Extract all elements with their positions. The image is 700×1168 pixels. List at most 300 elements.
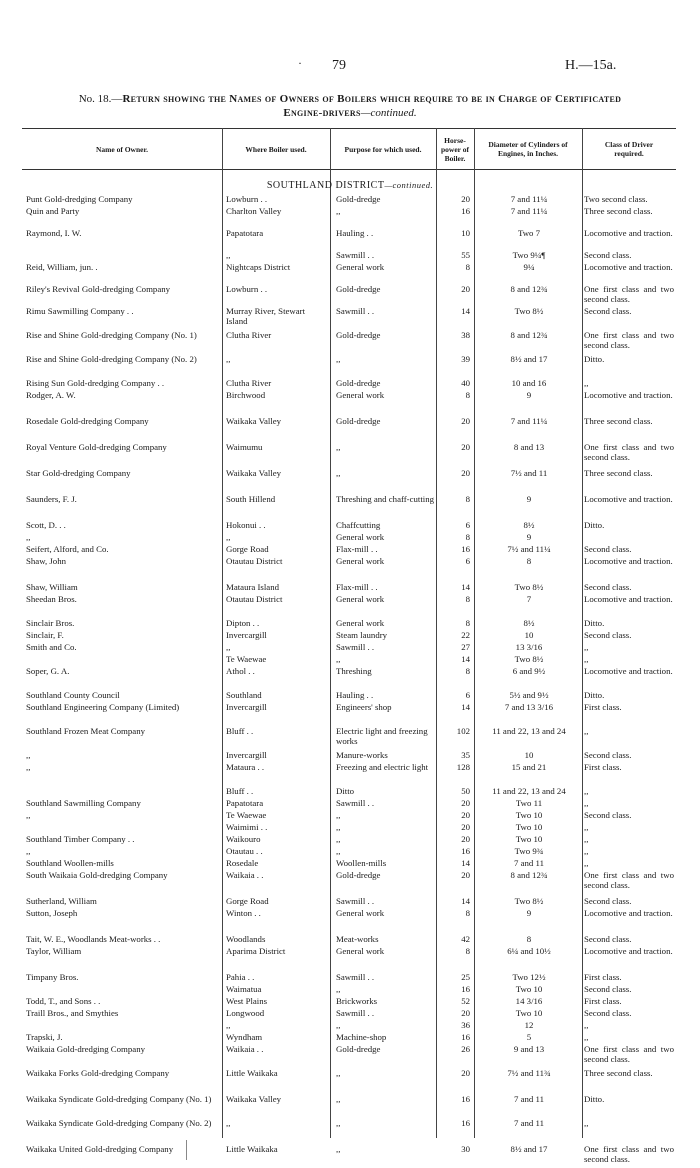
horse-power-cell: 10: [461, 228, 470, 238]
diameter-cell: Two 9¾: [514, 846, 544, 856]
owner-cell: Sheedan Bros.: [26, 594, 77, 604]
diameter-cell: 12: [524, 1020, 534, 1030]
horse-power-cell: 16: [461, 206, 470, 216]
table-row: [22, 416, 676, 442]
horse-power-cell: 36: [461, 1020, 470, 1030]
diameter-cell: 8½: [523, 520, 535, 530]
driver-class-cell: ,,: [584, 642, 589, 652]
where-cell: Invercargill: [226, 702, 267, 712]
where-cell: Winton . .: [226, 908, 261, 918]
purpose-cell: Sawmill . .: [336, 642, 375, 652]
owner-cell: Rimu Sawmilling Company . .: [26, 306, 134, 316]
purpose-cell: Hauling . .: [336, 228, 374, 238]
purpose-cell: General work: [336, 262, 385, 272]
driver-class-cell: Ditto.: [584, 1094, 605, 1104]
table-row: [22, 762, 676, 786]
page-number: 79: [332, 58, 346, 73]
purpose-cell: ,,: [336, 1094, 341, 1104]
driver-class-cell: One first class and two second class.: [584, 1144, 674, 1164]
driver-class-cell: Locomotive and traction.: [584, 594, 673, 604]
where-cell: Waikouro: [226, 834, 261, 844]
table-row: [22, 702, 676, 726]
horse-power-cell: 39: [461, 354, 470, 364]
table-row: [22, 654, 676, 666]
driver-class-cell: ,,: [584, 798, 589, 808]
purpose-cell: Engineers' shop: [336, 702, 392, 712]
table-row: [22, 1008, 676, 1020]
purpose-cell: ,,: [336, 1068, 341, 1078]
horse-power-cell: 14: [461, 896, 470, 906]
purpose-cell: Flax-mill . .: [336, 544, 378, 554]
purpose-cell: Threshing and chaff-cutting: [336, 494, 435, 504]
purpose-cell: Gold-dredge: [336, 870, 381, 880]
owner-cell: Reid, William, jun. .: [26, 262, 98, 272]
horse-power-cell: 20: [461, 810, 470, 820]
horse-power-cell: 16: [461, 544, 470, 554]
purpose-cell: Gold-dredge: [336, 378, 381, 388]
horse-power-cell: 14: [461, 858, 470, 868]
table-row: [22, 544, 676, 556]
driver-class-cell: ,,: [584, 834, 589, 844]
column-header-hp: Horse-power of Boiler.: [441, 135, 469, 163]
table-row: [22, 378, 676, 390]
district-continued: —continued.: [384, 180, 434, 190]
owner-cell: Sinclair, F.: [26, 630, 64, 640]
horse-power-cell: 8: [465, 532, 470, 542]
purpose-cell: General work: [336, 390, 385, 400]
diameter-cell: 9 and 13: [513, 1044, 545, 1054]
driver-class-cell: Locomotive and traction.: [584, 556, 673, 566]
owner-cell: ,,: [26, 762, 31, 772]
where-cell: Waimimi . .: [226, 822, 268, 832]
table-row: [22, 306, 676, 330]
table-row: [22, 750, 676, 762]
driver-class-cell: Second class.: [584, 306, 632, 316]
driver-class-cell: Two second class.: [584, 194, 648, 204]
driver-class-cell: Ditto.: [584, 520, 605, 530]
table-row: [22, 594, 676, 618]
driver-class-cell: ,,: [584, 654, 589, 664]
where-cell: Pahia . .: [226, 972, 255, 982]
diameter-cell: 9: [526, 908, 532, 918]
driver-class-cell: Second class.: [584, 984, 632, 994]
diameter-cell: 15 and 21: [511, 762, 547, 772]
where-cell: Charlton Valley: [226, 206, 282, 216]
purpose-cell: ,,: [336, 1144, 341, 1154]
table-row: [22, 946, 676, 972]
page-header: [0, 58, 700, 78]
driver-class-cell: Locomotive and traction.: [584, 666, 673, 676]
owner-cell: Soper, G. A.: [26, 666, 70, 676]
owner-cell: Sinclair Bros.: [26, 618, 75, 628]
purpose-cell: Sawmill . .: [336, 250, 375, 260]
table-row: [22, 494, 676, 520]
driver-class-cell: Second class.: [584, 896, 632, 906]
table-row: [22, 520, 676, 532]
where-cell: ,,: [226, 250, 231, 260]
horse-power-cell: 8: [465, 908, 470, 918]
table-row: [22, 556, 676, 582]
where-cell: ,,: [226, 642, 231, 652]
horse-power-cell: 128: [456, 762, 470, 772]
where-cell: Aparima District: [226, 946, 286, 956]
purpose-cell: General work: [336, 618, 385, 628]
purpose-cell: General work: [336, 556, 385, 566]
purpose-cell: Gold-dredge: [336, 416, 381, 426]
table-row: [22, 666, 676, 690]
where-cell: Longwood: [226, 1008, 265, 1018]
horse-power-cell: 20: [461, 284, 470, 294]
owner-cell: Traill Bros., and Smythies: [26, 1008, 119, 1018]
purpose-cell: Threshing: [336, 666, 372, 676]
table-row: [22, 1094, 676, 1118]
table-row: [22, 250, 676, 262]
purpose-cell: ,,: [336, 206, 341, 216]
owner-cell: Southland Woollen-mills: [26, 858, 114, 868]
driver-class-cell: One first class and two second class.: [584, 330, 674, 350]
where-cell: Clutha River: [226, 330, 272, 340]
owner-cell: Waikaia Gold-dredging Company: [26, 1044, 145, 1054]
table-row: [22, 786, 676, 798]
owner-cell: Todd, T., and Sons . .: [26, 996, 101, 1006]
where-cell: Otautau . .: [226, 846, 263, 856]
where-cell: Clutha River: [226, 378, 272, 388]
driver-class-cell: ,,: [584, 1020, 589, 1030]
where-cell: Woodlands: [226, 934, 266, 944]
table-row: [22, 206, 676, 228]
horse-power-cell: 50: [461, 786, 470, 796]
owner-cell: Taylor, William: [26, 946, 82, 956]
horse-power-cell: 25: [461, 972, 470, 982]
driver-class-cell: One first class and two second class.: [584, 284, 674, 304]
purpose-cell: Manure-works: [336, 750, 388, 760]
horse-power-cell: 16: [461, 846, 470, 856]
purpose-cell: ,,: [336, 834, 341, 844]
owner-cell: Sutton, Joseph: [26, 908, 78, 918]
purpose-cell: Steam laundry: [336, 630, 388, 640]
owner-cell: ,,: [26, 750, 31, 760]
where-cell: West Plains: [226, 996, 268, 1006]
where-cell: Te Waewae: [226, 654, 267, 664]
owner-cell: ,,: [26, 810, 31, 820]
table-row: [22, 896, 676, 908]
driver-class-cell: One first class and two second class.: [584, 870, 674, 890]
owner-cell: Waikaka Syndicate Gold-dredging Company (No. 2): [26, 1118, 212, 1128]
purpose-cell: Machine-shop: [336, 1032, 387, 1042]
diameter-cell: 8 and 12¾: [510, 330, 548, 340]
horse-power-cell: 55: [461, 250, 470, 260]
purpose-cell: Sawmill . .: [336, 798, 375, 808]
horse-power-cell: 14: [461, 582, 470, 592]
where-cell: ,,: [226, 532, 231, 542]
diameter-cell: Two 10: [515, 822, 543, 832]
table-row: [22, 690, 676, 702]
driver-class-cell: Second class.: [584, 750, 632, 760]
where-cell: Papatotara: [226, 228, 264, 238]
owner-cell: Trapski, J.: [26, 1032, 63, 1042]
driver-class-cell: ,,: [584, 1118, 589, 1128]
owner-cell: Sutherland, William: [26, 896, 97, 906]
driver-class-cell: Second class.: [584, 810, 632, 820]
diameter-cell: 7 and 11¼: [510, 416, 548, 426]
horse-power-cell: 52: [461, 996, 470, 1006]
where-cell: Waimatua: [226, 984, 262, 994]
horse-power-cell: 40: [461, 378, 470, 388]
diameter-cell: 8½ and 17: [510, 354, 548, 364]
where-cell: Waikaka Valley: [226, 468, 282, 478]
driver-class-cell: One first class and two second class.: [584, 442, 674, 462]
owner-cell: South Waikaia Gold-dredging Company: [26, 870, 168, 880]
diameter-cell: 8½: [523, 618, 535, 628]
where-cell: Dipton . .: [226, 618, 260, 628]
table-row: [22, 822, 676, 834]
where-cell: Waimumu: [226, 442, 263, 452]
driver-class-cell: First class.: [584, 996, 622, 1006]
document-reference: H.—15a.: [565, 58, 617, 73]
table-row: [22, 1118, 676, 1144]
where-cell: Little Waikaka: [226, 1144, 278, 1154]
driver-class-cell: First class.: [584, 762, 622, 772]
header-dot: ·: [298, 56, 302, 70]
table-row: [22, 726, 676, 750]
horse-power-cell: 8: [465, 494, 470, 504]
purpose-cell: ,,: [336, 984, 341, 994]
horse-power-cell: 20: [461, 468, 470, 478]
owner-cell: Shaw, John: [26, 556, 66, 566]
diameter-cell: 8: [526, 934, 532, 944]
purpose-cell: Sawmill . .: [336, 972, 375, 982]
diameter-cell: 8½ and 17: [510, 1144, 548, 1154]
owner-cell: ,,: [26, 532, 31, 542]
diameter-cell: 7 and 11: [514, 1094, 544, 1104]
diameter-cell: 11 and 22, 13 and 24: [492, 726, 566, 736]
where-cell: Nightcaps District: [226, 262, 291, 272]
purpose-cell: General work: [336, 946, 385, 956]
owner-cell: Scott, D. . .: [26, 520, 66, 530]
horse-power-cell: 20: [461, 870, 470, 880]
horse-power-cell: 8: [465, 666, 470, 676]
owner-cell: Waikaka Forks Gold-dredging Company: [26, 1068, 170, 1078]
purpose-cell: ,,: [336, 468, 341, 478]
driver-class-cell: First class.: [584, 702, 622, 712]
driver-class-cell: ,,: [584, 378, 589, 388]
return-table-body: [22, 194, 676, 1168]
owner-cell: Rising Sun Gold-dredging Company . .: [26, 378, 165, 388]
where-cell: Otautau District: [226, 594, 283, 604]
owner-cell: Timpany Bros.: [26, 972, 79, 982]
diameter-cell: 7½ and 11: [510, 468, 548, 478]
horse-power-cell: 14: [461, 306, 470, 316]
table-row: [22, 798, 676, 810]
table-row: [22, 858, 676, 870]
table-row: [22, 532, 676, 544]
district-heading: [0, 180, 700, 191]
purpose-cell: Meat-works: [336, 934, 379, 944]
column-header-owner: Name of Owner.: [95, 144, 148, 154]
horse-power-cell: 8: [465, 262, 470, 272]
driver-class-cell: Locomotive and traction.: [584, 228, 673, 238]
horse-power-cell: 20: [461, 194, 470, 204]
purpose-cell: ,,: [336, 442, 341, 452]
purpose-cell: Sawmill . .: [336, 896, 375, 906]
diameter-cell: 10: [524, 750, 534, 760]
diameter-cell: 7 and 11¼: [510, 206, 548, 216]
purpose-cell: Sawmill . .: [336, 306, 375, 316]
where-cell: Otautau District: [226, 556, 283, 566]
driver-class-cell: Three second class.: [584, 206, 653, 216]
diameter-cell: Two 10: [515, 834, 543, 844]
driver-class-cell: Second class.: [584, 582, 632, 592]
column-header-where: Where Boiler used.: [245, 144, 307, 154]
purpose-cell: Ditto: [336, 786, 355, 796]
table-row: [22, 228, 676, 250]
purpose-cell: Gold-dredge: [336, 1044, 381, 1054]
diameter-cell: Two 10: [515, 1008, 543, 1018]
horse-power-cell: 102: [456, 726, 470, 736]
diameter-cell: 10 and 16: [511, 378, 547, 388]
purpose-cell: General work: [336, 594, 385, 604]
diameter-cell: Two 10: [515, 810, 543, 820]
table-row: [22, 1032, 676, 1044]
purpose-cell: ,,: [336, 822, 341, 832]
owner-cell: Saunders, F. J.: [26, 494, 77, 504]
horse-power-cell: 42: [461, 934, 470, 944]
horse-power-cell: 20: [461, 798, 470, 808]
horse-power-cell: 26: [461, 1044, 470, 1054]
diameter-cell: 11 and 22, 13 and 24: [492, 786, 566, 796]
where-cell: Invercargill: [226, 630, 267, 640]
table-row: [22, 1044, 676, 1068]
where-cell: ,,: [226, 1118, 231, 1128]
table-row: [22, 618, 676, 630]
owner-cell: Waikaka United Gold-dredging Company: [26, 1144, 174, 1154]
purpose-cell: Flax-mill . .: [336, 582, 378, 592]
table-row: [22, 870, 676, 896]
horse-power-cell: 20: [461, 442, 470, 452]
table-row: [22, 834, 676, 846]
driver-class-cell: Second class.: [584, 544, 632, 554]
diameter-cell: 7½ and 11¼: [507, 544, 551, 554]
horse-power-cell: 35: [461, 750, 470, 760]
diameter-cell: 7½ and 11¾: [507, 1068, 551, 1078]
where-cell: Little Waikaka: [226, 1068, 278, 1078]
horse-power-cell: 8: [465, 618, 470, 628]
diameter-cell: 7 and 11: [514, 1118, 544, 1128]
table-row: [22, 642, 676, 654]
owner-cell: Southland Timber Company . .: [26, 834, 135, 844]
column-header-diameter: Diameter of Cylinders of Engines, in Inches.: [488, 140, 568, 158]
diameter-cell: 13 3/16: [515, 642, 543, 652]
diameter-cell: Two 8½: [514, 654, 544, 664]
driver-class-cell: Three second class.: [584, 1068, 653, 1078]
table-row: [22, 1020, 676, 1032]
table-row: [22, 468, 676, 494]
purpose-cell: Gold-dredge: [336, 194, 381, 204]
diameter-cell: 5: [526, 1032, 532, 1042]
driver-class-cell: Locomotive and traction.: [584, 494, 673, 504]
where-cell: Hokonui . .: [226, 520, 266, 530]
purpose-cell: Hauling . .: [336, 690, 374, 700]
driver-class-cell: Ditto.: [584, 690, 605, 700]
owner-cell: Tait, W. E., Woodlands Meat-works . .: [26, 934, 161, 944]
table-row: [22, 972, 676, 984]
diameter-cell: 7 and 11: [514, 858, 544, 868]
purpose-cell: General work: [336, 908, 385, 918]
purpose-cell: Electric light and freezing works: [336, 726, 428, 746]
diameter-cell: 7 and 13 3/16: [504, 702, 554, 712]
driver-class-cell: ,,: [584, 822, 589, 832]
where-cell: Lowburn . .: [226, 284, 268, 294]
driver-class-cell: Second class.: [584, 250, 632, 260]
purpose-cell: ,,: [336, 354, 341, 364]
driver-class-cell: ,,: [584, 1032, 589, 1042]
table-row: [22, 1068, 676, 1094]
owner-cell: Rodger, A. W.: [26, 390, 76, 400]
diameter-cell: 9: [526, 390, 532, 400]
diameter-cell: Two 8½: [514, 896, 544, 906]
table-row: [22, 630, 676, 642]
where-cell: Lowburn . .: [226, 194, 268, 204]
horse-power-cell: 20: [461, 416, 470, 426]
table-row: [22, 996, 676, 1008]
diameter-cell: 6 and 9½: [512, 666, 546, 676]
diameter-cell: 8 and 12¾: [510, 284, 548, 294]
where-cell: Mataura Island: [226, 582, 280, 592]
where-cell: Invercargill: [226, 750, 267, 760]
owner-cell: Royal Venture Gold-dredging Company: [26, 442, 167, 452]
table-row: [22, 330, 676, 354]
where-cell: Bluff . .: [226, 786, 254, 796]
diameter-cell: Two 12½: [512, 972, 546, 982]
owner-cell: Southland Engineering Company (Limited): [26, 702, 180, 712]
owner-cell: Southland Sawmilling Company: [26, 798, 141, 808]
purpose-cell: ,,: [336, 846, 341, 856]
horse-power-cell: 30: [461, 1144, 470, 1154]
owner-cell: ,,: [26, 846, 31, 856]
purpose-cell: Gold-dredge: [336, 284, 381, 294]
owner-cell: Quin and Party: [26, 206, 80, 216]
where-cell: Waikaia . .: [226, 1044, 264, 1054]
diameter-cell: 9: [526, 532, 532, 542]
purpose-cell: Sawmill . .: [336, 1008, 375, 1018]
diameter-cell: Two 9¼¶: [512, 250, 546, 260]
owner-cell: Smith and Co.: [26, 642, 77, 652]
driver-class-cell: One first class and two second class.: [584, 1044, 674, 1064]
horse-power-cell: 20: [461, 822, 470, 832]
driver-class-cell: Second class.: [584, 630, 632, 640]
purpose-cell: Gold-dredge: [336, 330, 381, 340]
table-row: [22, 984, 676, 996]
where-cell: Mataura . .: [226, 762, 265, 772]
owner-cell: Star Gold-dredging Company: [26, 468, 131, 478]
where-cell: ,,: [226, 354, 231, 364]
horse-power-cell: 6: [465, 520, 470, 530]
purpose-cell: Chaffcutting: [336, 520, 381, 530]
horse-power-cell: 6: [465, 690, 470, 700]
horse-power-cell: 16: [461, 1032, 470, 1042]
diameter-cell: Two 10: [515, 984, 543, 994]
where-cell: Gorge Road: [226, 544, 269, 554]
horse-power-cell: 20: [461, 1068, 470, 1078]
horse-power-cell: 38: [461, 330, 470, 340]
where-cell: Te Waewae: [226, 810, 267, 820]
table-row: [22, 390, 676, 416]
owner-cell: Southland Frozen Meat Company: [26, 726, 145, 736]
where-cell: Athol . .: [226, 666, 255, 676]
column-header-purpose: Purpose for which used.: [344, 144, 422, 154]
horse-power-cell: 20: [461, 834, 470, 844]
owner-cell: Riley's Revival Gold-dredging Company: [26, 284, 171, 294]
